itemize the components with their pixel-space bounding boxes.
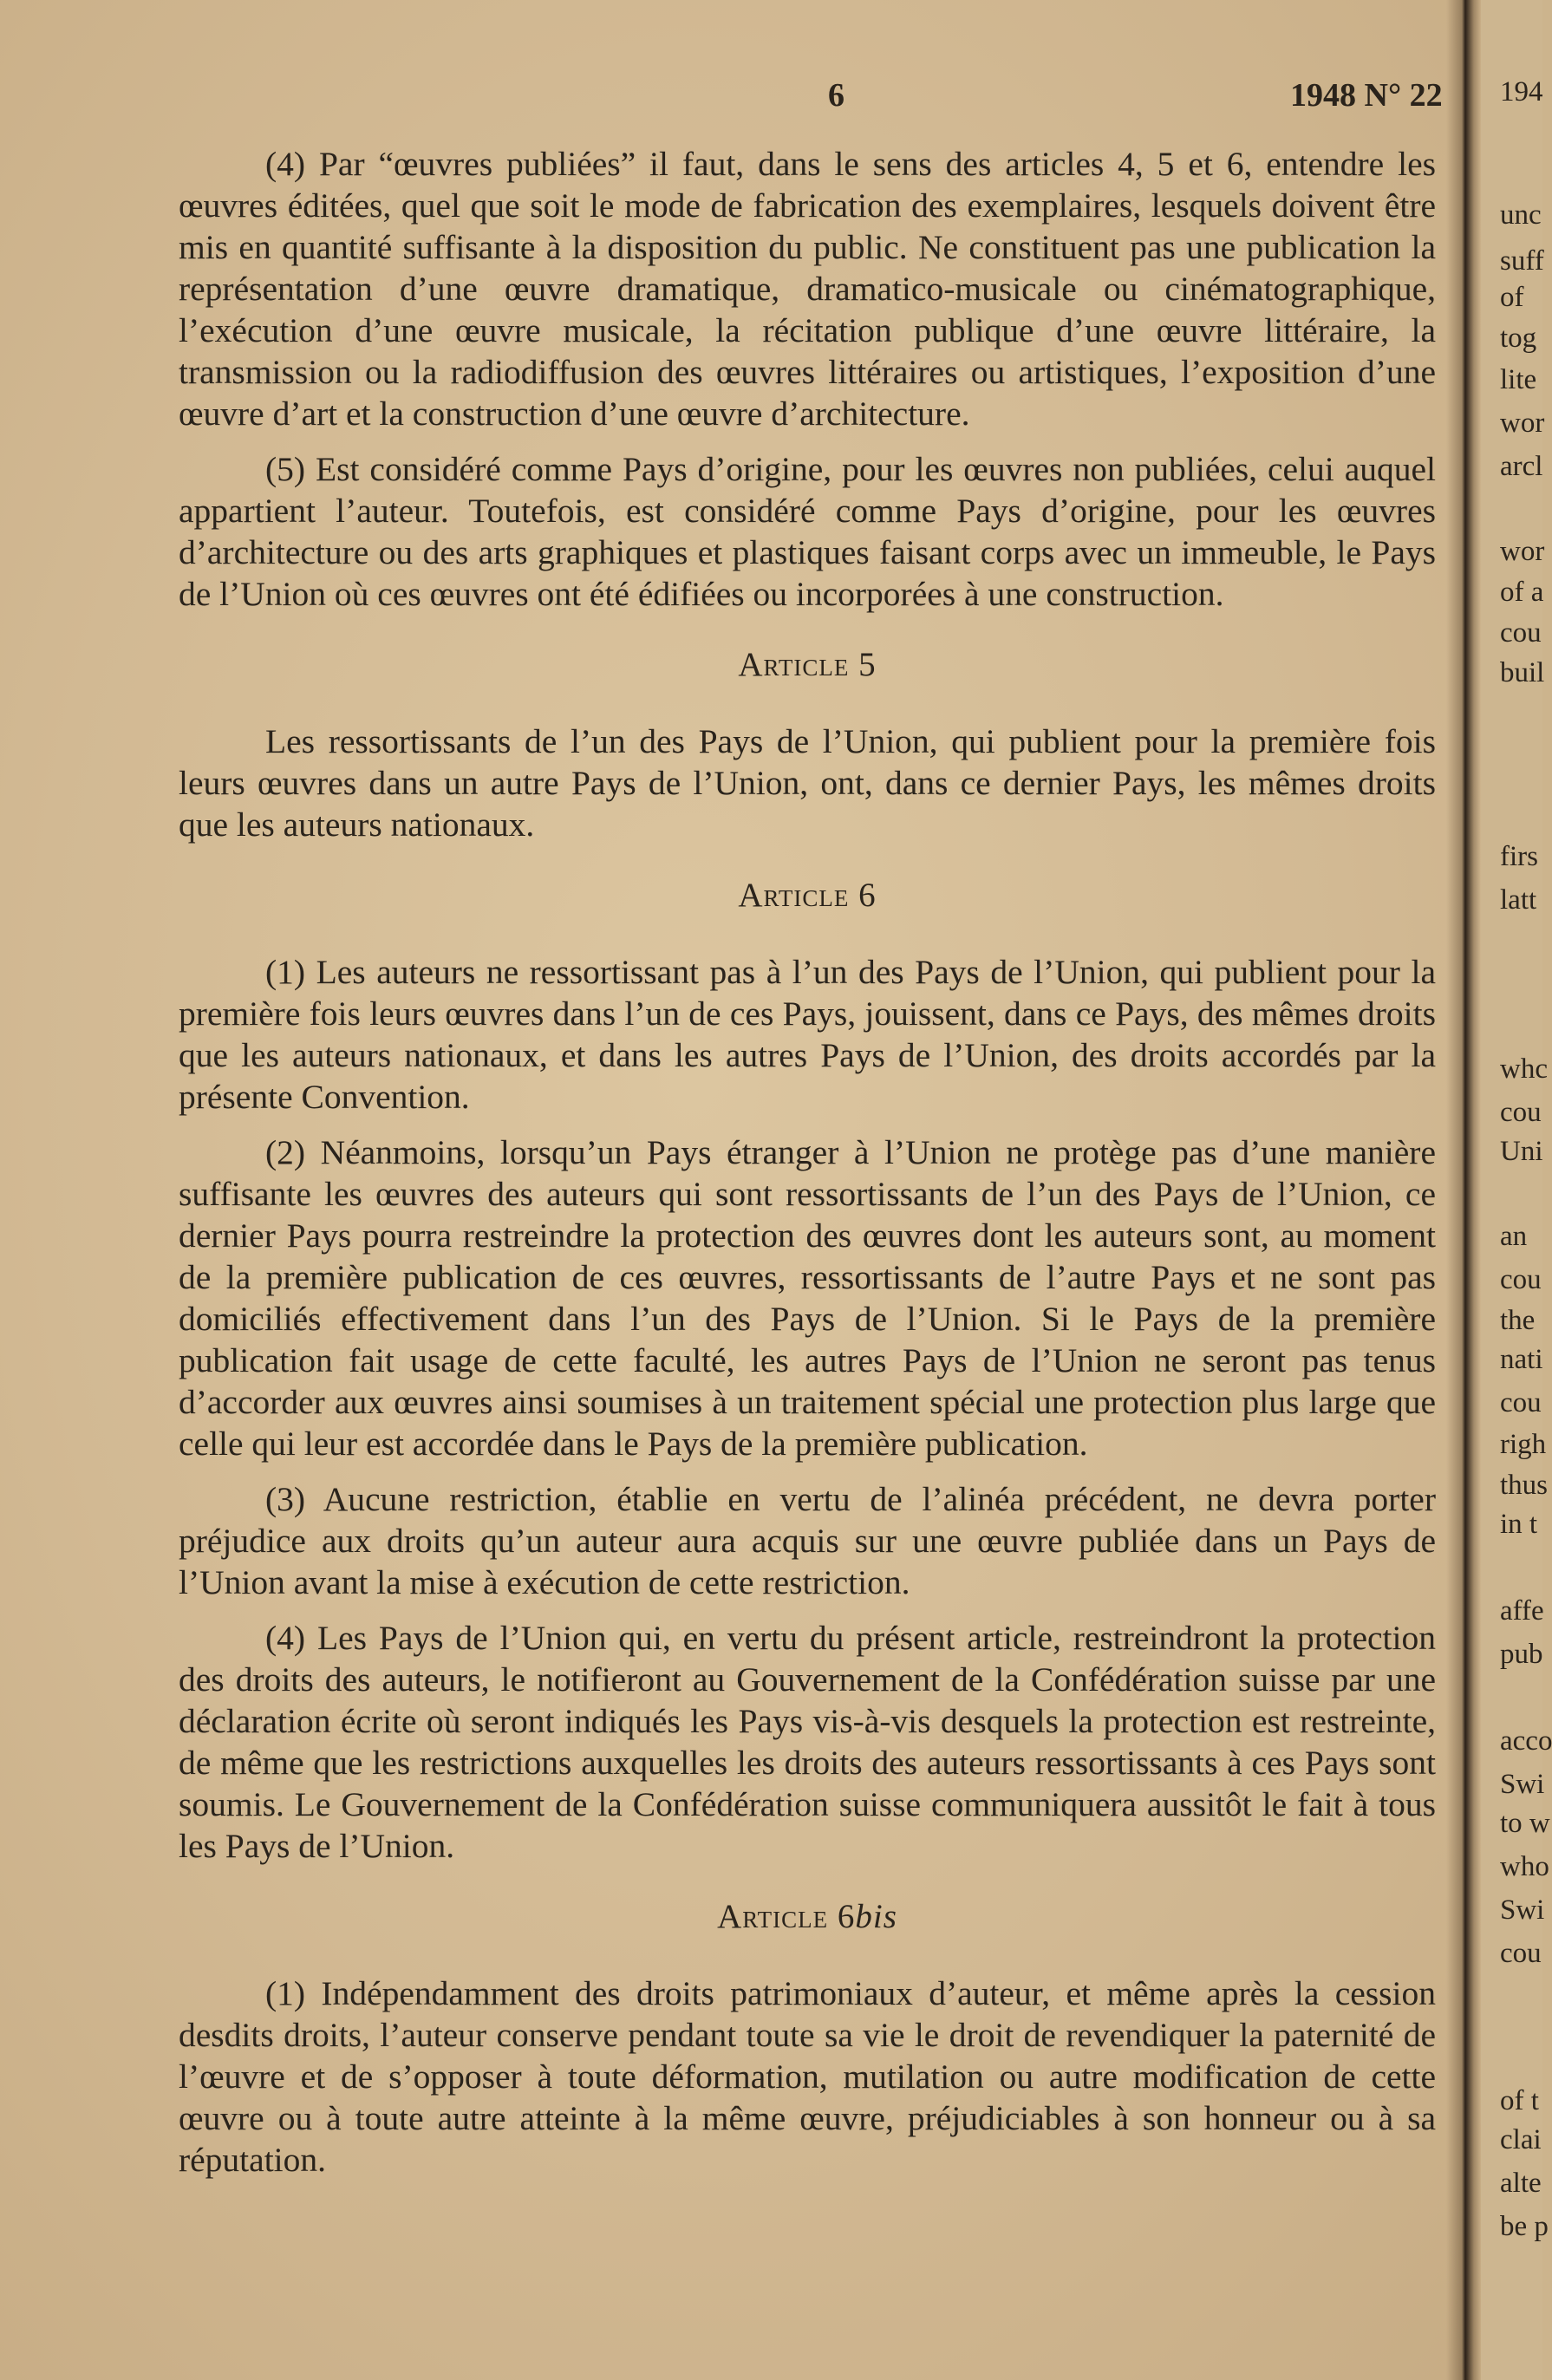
article6-paragraph-3: (3) Aucune restriction, établie en vertu de l’alinéa précédent, ne devra porter préjudice aux droits qu’un auteur aura acquis sur une œuvre publiée dans un Pays de l’Union avant la mise à exécution de cette restriction.: [179, 1480, 1436, 1601]
facing-page-fragment: cou: [1500, 1387, 1542, 1418]
facing-page-fragment: suff: [1500, 245, 1544, 277]
facing-page-fragment: wor: [1500, 408, 1545, 439]
facing-page-fragment: acco: [1500, 1725, 1552, 1757]
facing-page-fragment: pub: [1500, 1639, 1543, 1670]
facing-page-fragment: 194: [1500, 76, 1543, 108]
facing-page-fragment: Swi: [1500, 1894, 1545, 1926]
facing-page-fragment: an: [1500, 1221, 1528, 1252]
facing-page-fragment: alte: [1500, 2168, 1542, 2199]
facing-page-fragment: lite: [1500, 364, 1537, 395]
facing-page-fragment: Swi: [1500, 1769, 1545, 1800]
article6bis-paragraph-1: (1) Indépendamment des droits patrimoniaux d’auteur, et même après la cession desdits droits, l’auteur conserve pendant toute sa vie le droit de revendiquer la paternité de l’œuvre et de s’opposer à toute déformation, mutilation ou autre modification de cette œuvre ou à toute autre atteinte à la même œuvre, préjudiciables à son honneur ou à sa réputation.: [179, 1974, 1436, 2179]
body-text: [179, 143, 1436, 2194]
facing-page-fragment: unc: [1500, 199, 1542, 231]
page-header: [0, 76, 1542, 120]
article6-paragraph-4: (4) Les Pays de l’Union qui, en vertu du présent article, restreindront la protection des droits des auteurs, le notifieront au Gouvernement de la Confédération suisse par une déclaration écrite où seront indiqués les Pays vis-à-vis desquels la protection est restreinte, de même que les restrictions auxquelles les droits des auteurs ressortissants à ces Pays sont soumis. Le Gouvernement de la Confédération suisse communiquera aussitôt le fait à tous les Pays de l’Union.: [179, 1619, 1436, 1865]
facing-page-fragment: clai: [1500, 2124, 1542, 2155]
facing-page-fragment: cou: [1500, 1264, 1542, 1295]
article6bis-heading: Article 6bis: [717, 1898, 897, 1935]
facing-page-fragment: thus: [1500, 1470, 1549, 1501]
facing-page-fragment: arcl: [1500, 451, 1543, 482]
facing-page-fragment: of t: [1500, 2085, 1539, 2116]
article6-heading: Article 6: [738, 877, 877, 914]
facing-page-fragment: the: [1500, 1305, 1536, 1336]
facing-page-fragment: righ: [1500, 1429, 1547, 1460]
facing-page-fragment: of a: [1500, 577, 1544, 608]
facing-page-fragment: to w: [1500, 1808, 1550, 1839]
article4-paragraph-5: (5) Est considéré comme Pays d’origine, pour les œuvres non publiées, celui auquel appartient l’auteur. Toutefois, est considéré comme Pays d’origine, pour les œuvres d’architecture ou des arts graphiques et plastiques faisant corps avec un immeuble, le Pays de l’Union où ces œuvres ont été édifiées ou incorporées à une construction.: [179, 450, 1436, 613]
facing-page-fragment: wor: [1500, 536, 1545, 567]
article5-heading: Article 5: [738, 646, 877, 683]
article4-paragraph-4: (4) Par “œuvres publiées” il faut, dans le sens des articles 4, 5 et 6, entendre les œuvres éditées, quel que soit le mode de fabrication des exemplaires, lesquels doivent être mis en quantité suffisante à la disposition du public. Ne constituent pas une publication la représentation d’une œuvre dramatique, dramatico-musicale ou cinématographique, l’exécution d’une œuvre musicale, la récitation publique d’une œuvre littéraire, la transmission ou la radiodiffusion des œuvres littéraires ou artistiques, l’exposition d’une œuvre d’art et la construction d’une œuvre d’architecture.: [179, 145, 1436, 433]
article6-paragraph-2: (2) Néanmoins, lorsqu’un Pays étranger à l’Union ne protège pas d’une manière suffisante les œuvres des auteurs qui sont ressortissants de l’un des Pays de l’Union, ce dernier Pays pourra restreindre la protection des œuvres dont les auteurs sont, au moment de la première publication de ces œuvres, ressortissants de l’autre Pays et ne sont pas domiciliés effectivement dans l’un des Pays de l’Union. Si le Pays de la première publication fait usage de cette faculté, les autres Pays de l’Union ne seront pas tenus d’accorder aux œuvres ainsi soumises à un traitement spécial une protection plus large que celle qui leur est accordée dans le Pays de la première publication.: [179, 1133, 1436, 1463]
facing-page-edge: [1481, 0, 1552, 2380]
facing-page-fragment: of: [1500, 282, 1524, 313]
facing-page-fragment: cou: [1500, 617, 1542, 649]
facing-page-fragment: affe: [1500, 1595, 1544, 1627]
facing-page-fragment: whc: [1500, 1053, 1548, 1085]
facing-page-fragment: latt: [1500, 884, 1537, 916]
facing-page-fragment: who: [1500, 1851, 1549, 1882]
facing-page-fragment: in t: [1500, 1509, 1538, 1540]
facing-page-fragment: nati: [1500, 1344, 1543, 1375]
document-year-number: 1948 N° 22: [1290, 77, 1443, 114]
facing-page-fragment: Uni: [1500, 1136, 1543, 1167]
facing-page-fragment: buil: [1500, 657, 1545, 688]
facing-page-fragment: firs: [1500, 841, 1538, 872]
article6-paragraph-1: (1) Les auteurs ne ressortissant pas à l’un des Pays de l’Union, qui publient pour la première fois leurs œuvres dans l’un de ces Pays, jouissent, dans ce Pays, des mêmes droits que les auteurs nationaux, et dans les autres Pays de l’Union, des droits accordés par la présente Convention.: [179, 953, 1436, 1116]
facing-page-fragment: cou: [1500, 1097, 1542, 1128]
page-number: 6: [828, 77, 844, 114]
book-gutter: [1446, 0, 1481, 2380]
facing-page-fragment: cou: [1500, 1938, 1542, 1969]
facing-page-fragment: be p: [1500, 2211, 1549, 2242]
facing-page-fragment: tog: [1500, 323, 1537, 354]
article5-text: Les ressortissants de l’un des Pays de l’Union, qui publient pour la première fois leurs œuvres dans un autre Pays de l’Union, ont, dans ce dernier Pays, les mêmes droits que les auteurs nationaux.: [179, 722, 1436, 844]
